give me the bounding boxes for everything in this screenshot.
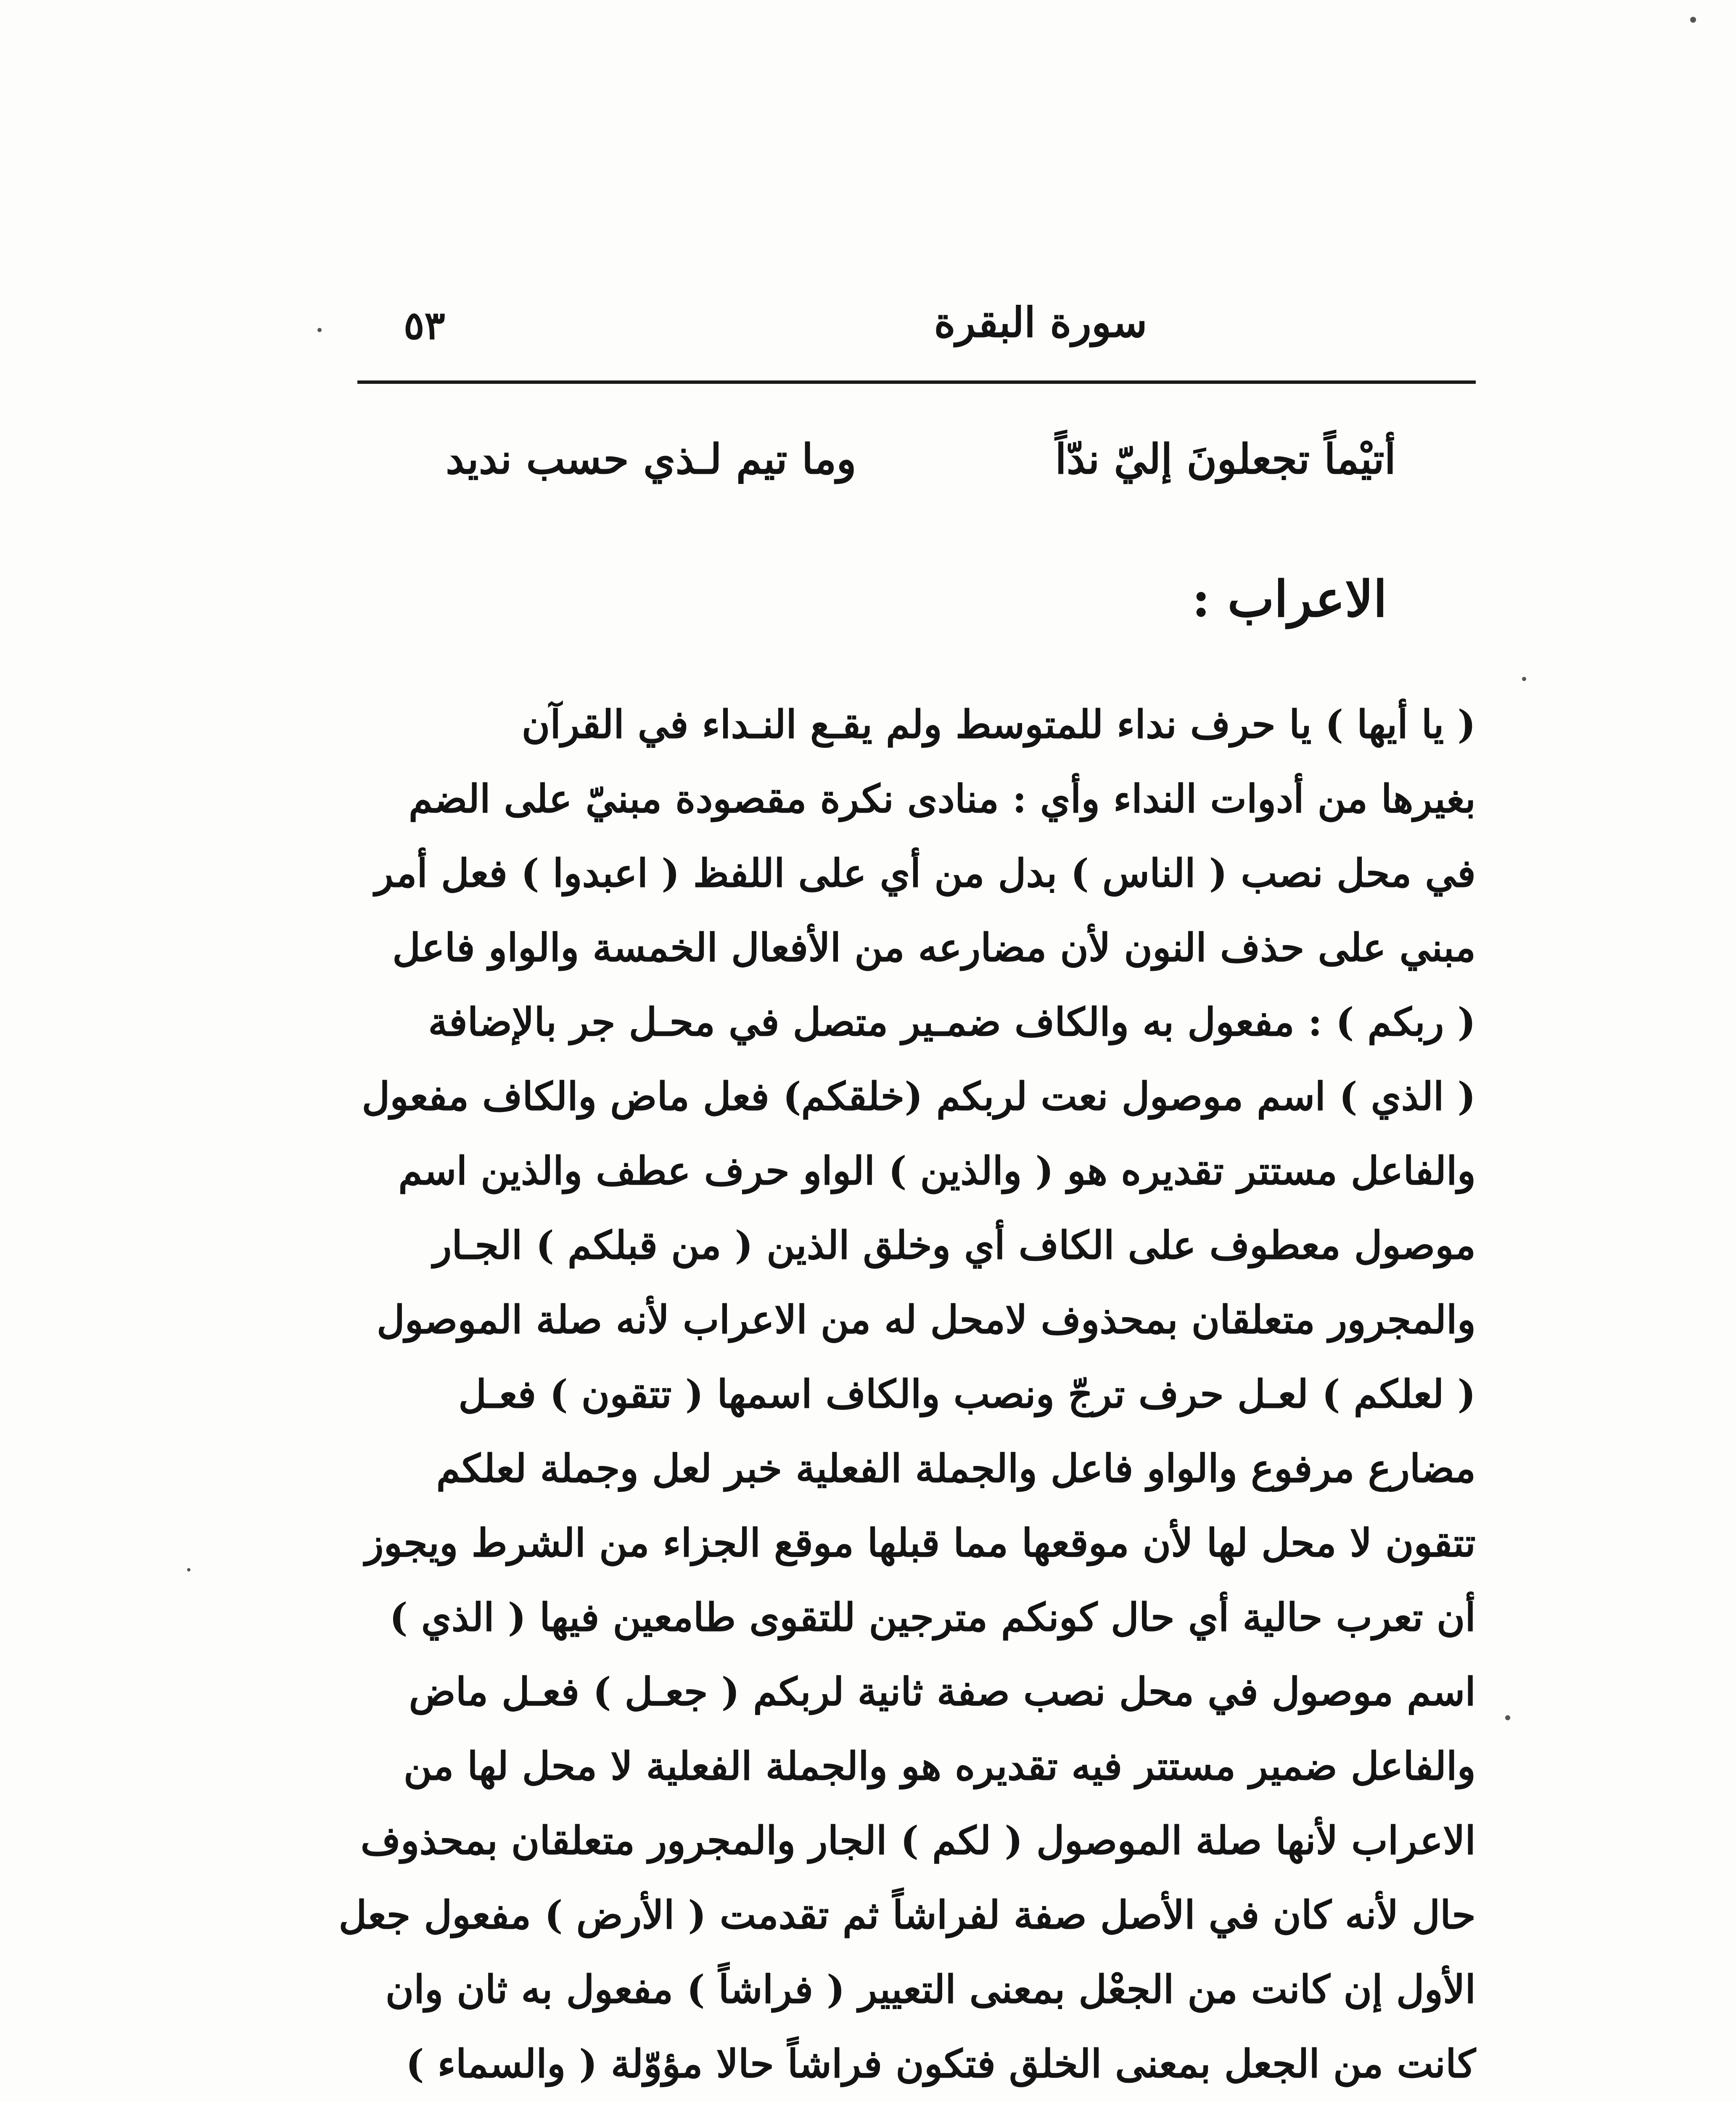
body-line: والمجرور متعلقان بمحذوف لامحل له من الاعراب لأنه صلة الموصول [376, 1297, 1476, 1342]
body-line: مبني على حذف النون لأن مضارعه من الأفعال الخمسة والواو فاعل [392, 925, 1476, 970]
scan-speck [317, 328, 322, 332]
header-rule [357, 380, 1476, 384]
scan-speck [1690, 17, 1696, 23]
body-line: اسم موصول في محل نصب صفة ثانية لربكم ( جعـل ) فعـل ماض [409, 1669, 1476, 1714]
body-line: كانت من الجعل بمعنى الخلق فتكون فراشاً حالا مؤوّلة ( والسماء ) [406, 2041, 1476, 2086]
body-line: مضارع مرفوع والواو فاعل والجملة الفعلية خبر لعل وجملة لعلكم [436, 1446, 1476, 1491]
verse-second-hemistich: وما تيم لـذي حسب نديد [446, 435, 856, 483]
body-line: والفاعل ضمير مستتر فيه تقديره هو والجملة الفعلية لا محل لها من [403, 1743, 1476, 1789]
body-line: ( لعلكم ) لعـل حرف ترجّ ونصب والكاف اسمها ( تتقون ) فعـل [458, 1371, 1476, 1417]
running-title: سورة البقرة [934, 298, 1147, 347]
verse-first-hemistich: أتيْماً تجعلونَ إليّ ندّاً [1055, 435, 1396, 483]
body-line: في محل نصب ( الناس ) بدل من أي على اللفظ ( اعبدوا ) فعل أمر [375, 850, 1476, 896]
body-line: ( يا أيها ) يا حرف نداء للمتوسط ولم يقـع النـداء في القرآن [521, 702, 1476, 747]
body-text [332, 687, 1476, 2102]
body-line: موصول معطوف على الكاف أي وخلق الذين ( من قبلكم ) الجـار [433, 1223, 1476, 1268]
body-line: والفاعل مستتر تقديره هو ( والذين ) الواو حرف عطف والذين اسم [398, 1148, 1476, 1194]
body-line: الاعراب لأنها صلة الموصول ( لكم ) الجار والمجرور متعلقان بمحذوف [360, 1818, 1476, 1863]
scan-speck [1505, 1715, 1510, 1720]
scan-speck [187, 1568, 190, 1571]
body-line: أن تعرب حالية أي حال كونكم مترجين للتقوى طامعين فيها ( الذي ) [389, 1595, 1476, 1640]
page-number: ٥٣ [404, 303, 445, 348]
section-heading: الاعراب : [1192, 570, 1387, 628]
body-line: حال لأنه كان في الأصل صفة لفراشاً ثم تقدمت ( الأرض ) مفعول جعل [338, 1892, 1476, 1938]
body-line: الأول إن كانت من الجعْل بمعنى التعيير ( فراشاً ) مفعول به ثان وان [385, 1967, 1476, 2012]
body-line: تتقون لا محل لها لأن موقعها مما قبلها موقع الجزاء من الشرط ويجوز [365, 1520, 1476, 1566]
body-line: بغيرها من أدوات النداء وأي : منادى نكرة مقصودة مبنيّ على الضم [408, 776, 1476, 821]
body-line: ( الذي ) اسم موصول نعت لربكم (خلقكم) فعل ماض والكاف مفعول [362, 1074, 1476, 1119]
body-line: ( ربكم ) : مفعول به والكاف ضمـير متصل في محـل جر بالإضافة [428, 999, 1476, 1045]
poetry-verse [446, 427, 1396, 507]
page-header [357, 290, 1476, 370]
scan-speck [1522, 677, 1526, 681]
